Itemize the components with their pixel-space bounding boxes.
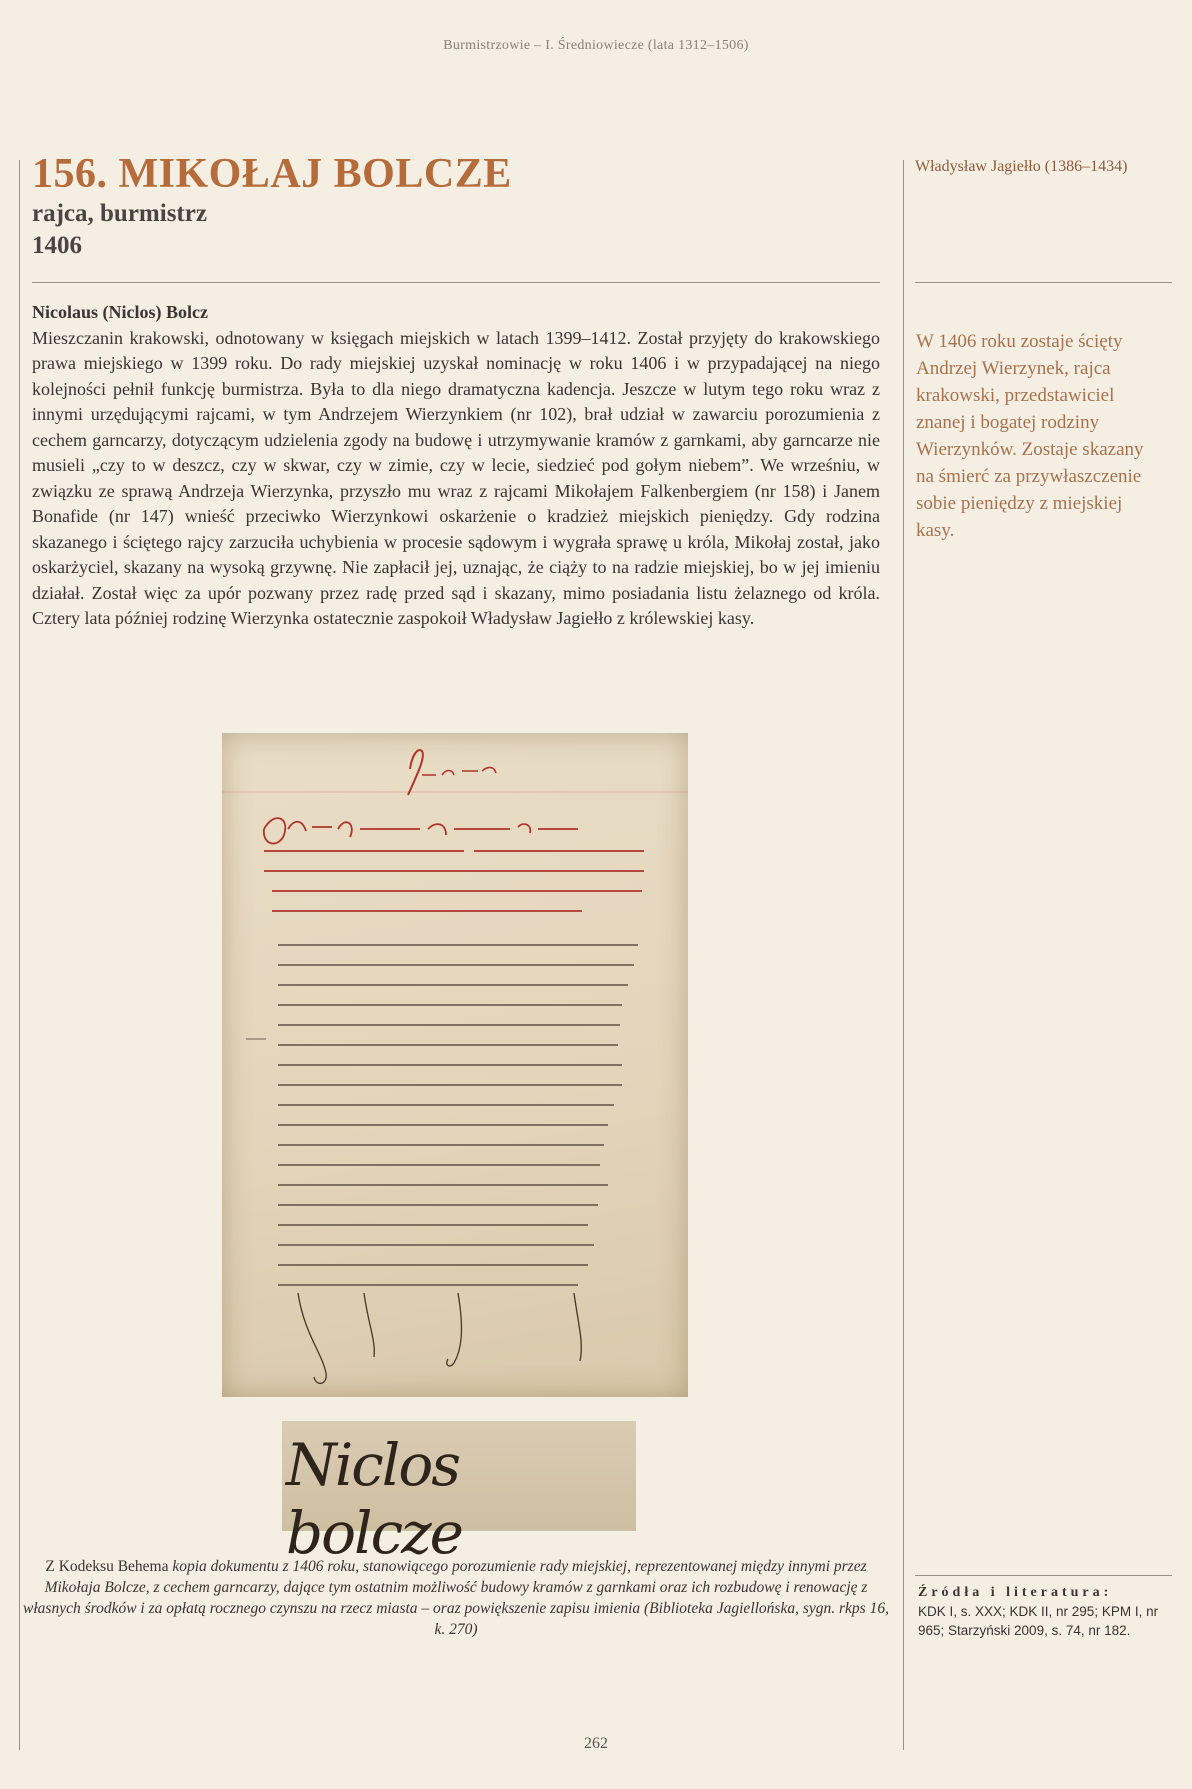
name-detail-image [282, 1421, 636, 1567]
biography-text [32, 300, 880, 632]
reign-label: Władysław Jagiełło (1386–1434) [915, 158, 1128, 175]
sidebar-rule [903, 160, 904, 1750]
running-title: Burmistrzowie – I. Średniowiecze (lata 1312–1506) [443, 38, 749, 53]
entry-title: 156. MIKOŁAJ BOLCZE [32, 151, 512, 197]
caption-text: kopia dokumentu z 1406 roku, stanowiącego porozumienie rady miejskiej, reprezentowanej między innymi przez Mikołaja Bolcze, z cechem garncarzy, dające tym ostatnim możliwość budowy kramów z garnkami oraz ich rozbudowę i renowację z własnych środków i za opłatą rocznego czynszu na rzecz miasta – oraz powiększenie zapisu imienia (Biblioteka Jagiellońska, sygn. rkps 16, k. 270) [23, 1558, 889, 1638]
figure-caption [20, 1556, 892, 1640]
entry-years: 1406 [32, 232, 82, 259]
name-detail-script: Niclos bolcze [286, 1431, 462, 1567]
sidebar-top-rule [915, 282, 1172, 283]
sources-list: KDK I, s. XXX; KDK II, nr 295; KPM I, nr 965; Starzyński 2009, s. 74, nr 182. [918, 1604, 1159, 1638]
historical-sidenote: W 1406 roku zostaje ścięty Andrzej Wierzynek, rajca krakowski, przedstawiciel znanej i bogatej rodziny Wierzynków. Zostaje skazany na śmierć za przywłaszczenie sobie pieniędzy z miejskiej kasy. [916, 331, 1144, 541]
manuscript-drawing [222, 733, 688, 1397]
entry-subtitle: rajca, burmistrz [32, 200, 207, 227]
manuscript-image [222, 733, 688, 1397]
sources-rule [915, 1575, 1172, 1576]
sources-heading: Źródła i literatura: [918, 1585, 1113, 1600]
latin-name: Nicolaus (Niclos) Bolcz [32, 302, 208, 322]
caption-source: Z Kodeksu Behema [45, 1558, 169, 1575]
left-column-rule [19, 160, 20, 1750]
title-underline-rule [32, 282, 880, 283]
biography-paragraph: Mieszczanin krakowski, odnotowany w księgach miejskich w latach 1399–1412. Został przyjęty do krakowskiego prawa miejskiego w 1399 roku. Do rady miejskiej uzyskał nominację w roku 1406 i w przypadającej na niego kolejności pełnił funkcję burmistrza. Była to dla niego dramatyczna kadencja. Jeszcze w lutym tego roku wraz z innymi urzędującymi rajcami, w tym Andrzejem Wierzynkiem (nr 102), brał udział w zawarciu porozumienia z cechem garncarzy, dotyczącym udzielenia zgody na budowę i utrzymywanie kramów z garnkami, aby garncarze nie musieli „czy to w deszcz, czy w skwar, czy w zimie, czy w lecie, siedzieć pod gołym niebem”. We wrześniu, w związku ze sprawą Andrzeja Wierzynka, przyszło mu wraz z rajcami Mikołajem Falkenbergiem (nr 158) i Janem Bonafide (nr 147) wnieść przeciwko Wierzynkowi oskarżenie o kradzież miejskich pieniędzy. Gdy rodzina skazanego i ściętego rajcy zarzuciła uchybienia w procesie sądowym i wygrała sprawę u króla, Mikołaj został, jako oskarżyciel, skazany na wysoką grzywnę. Nie zapłacił jej, uznając, że ciąży to na radzie miejskiej, bo w jej imieniu działał. Został więc za upór pozwany przez radę przed sąd i skazany, mimo posiadania listu żelaznego od króla. Cztery lata później rodzinę Wierzynka ostatecznie zaspokoił Władysław Jagiełło z królewskiej kasy. [32, 327, 880, 628]
page-number: 262 [584, 1735, 608, 1752]
